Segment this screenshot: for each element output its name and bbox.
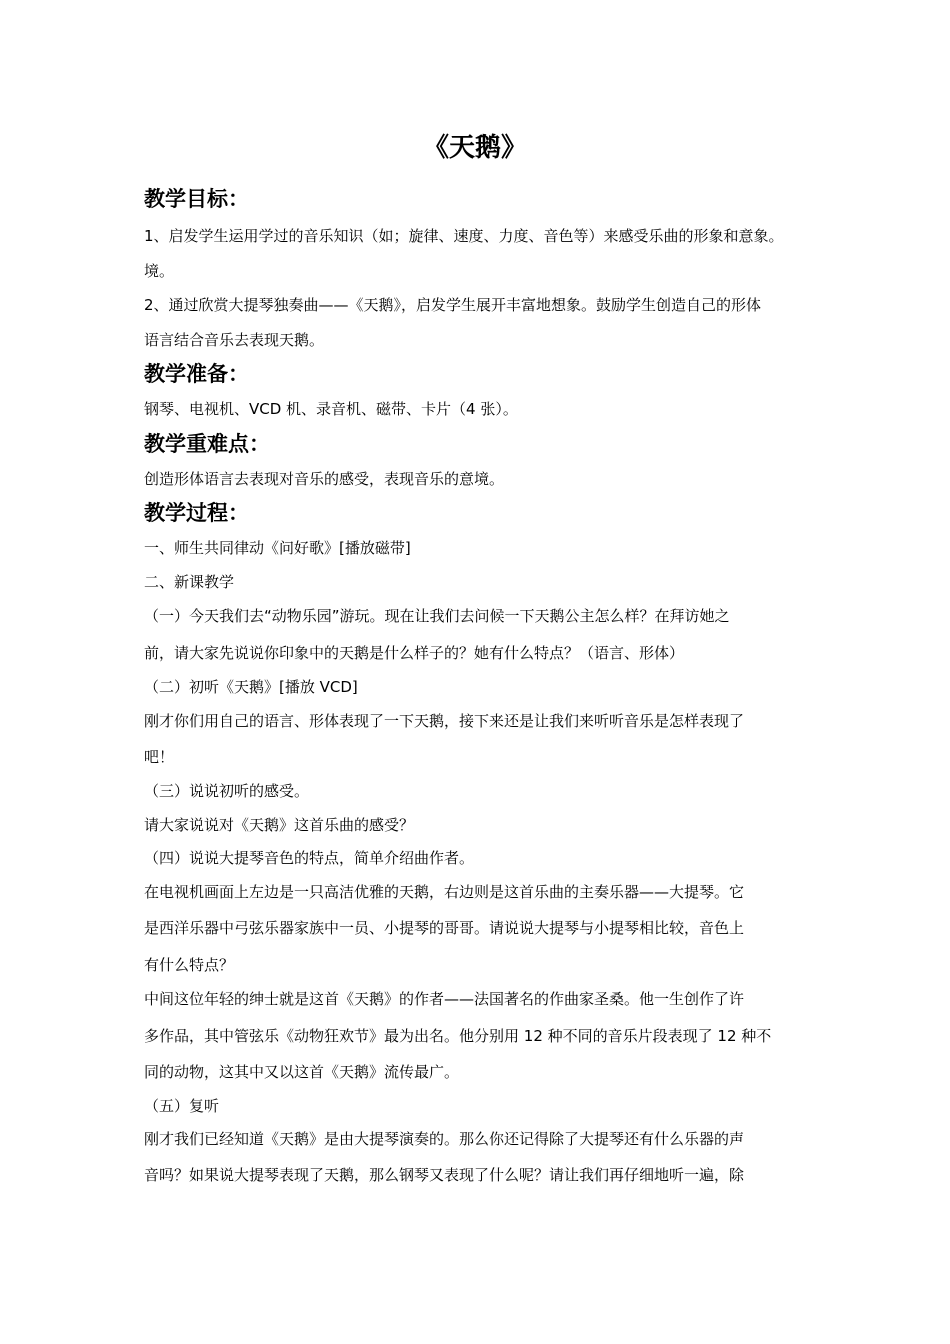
process-line: （三）说说初听的感受。 — [144, 782, 310, 800]
process-line: 刚才我们已经知道《天鹅》是由大提琴演奏的。那么你还记得除了大提琴还有什么乐器的声 — [144, 1130, 745, 1148]
process-line: （一）今天我们去“动物乐园”游玩。现在让我们去问候一下天鹅公主怎么样？在拜访她之 — [144, 607, 730, 625]
preparation-line: 钢琴、电视机、VCD 机、录音机、磁带、卡片（4 张）。 — [144, 400, 518, 418]
process-line: 吧！ — [144, 748, 175, 766]
process-line: 二、新课教学 — [144, 573, 235, 591]
preparation-heading: 教学准备： — [144, 362, 249, 386]
process-line: 刚才你们用自己的语言、形体表现了一下天鹅，接下来还是让我们来听听音乐是怎样表现了 — [144, 712, 745, 730]
process-line: 请大家说说对《天鹅》这首乐曲的感受？ — [144, 816, 415, 834]
process-line: 同的动物，这其中又以这首《天鹅》流传最广。 — [144, 1063, 460, 1081]
objectives-line: 境。 — [144, 262, 175, 280]
key-points-heading: 教学重难点： — [144, 432, 270, 456]
process-line: （二）初听《天鹅》[播放 VCD] — [144, 678, 358, 696]
process-line: 一、师生共同律动《问好歌》[播放磁带] — [144, 539, 411, 557]
document-title: 《天鹅》 — [422, 133, 527, 163]
process-line: 中间这位年轻的绅士就是这首《天鹅》的作者——法国著名的作曲家圣桑。他一生创作了许 — [144, 990, 745, 1008]
process-line: 是西洋乐器中弓弦乐器家族中一员、小提琴的哥哥。请说说大提琴与小提琴相比较，音色上 — [144, 919, 745, 937]
objectives-line: 1、启发学生运用学过的音乐知识（如；旋律、速度、力度、音色等）来感受乐曲的形象和意象。 — [144, 227, 784, 245]
process-heading: 教学过程： — [144, 501, 249, 525]
key-points-line: 创造形体语言去表现对音乐的感受，表现音乐的意境。 — [144, 470, 505, 488]
process-line: （四）说说大提琴音色的特点，简单介绍曲作者。 — [144, 849, 475, 867]
objectives-line: 2、通过欣赏大提琴独奏曲——《天鹅》，启发学生展开丰富地想象。鼓励学生创造自己的形体 — [144, 296, 762, 314]
process-line: 有什么特点？ — [144, 956, 235, 974]
process-line: 多作品，其中管弦乐《动物狂欢节》最为出名。他分别用 12 种不同的音乐片段表现了 12 种不 — [144, 1027, 772, 1045]
process-line: （五）复听 — [144, 1097, 220, 1115]
objectives-heading: 教学目标： — [144, 187, 249, 211]
objectives-line: 语言结合音乐去表现天鹅。 — [144, 331, 325, 349]
process-line: 前，请大家先说说你印象中的天鹅是什么样子的？她有什么特点？（语言、形体） — [144, 644, 685, 662]
process-line: 在电视机画面上左边是一只高洁优雅的天鹅，右边则是这首乐曲的主奏乐器——大提琴。它 — [144, 883, 745, 901]
process-line: 音吗？如果说大提琴表现了天鹅，那么钢琴又表现了什么呢？请让我们再仔细地听一遍，除 — [144, 1166, 745, 1184]
